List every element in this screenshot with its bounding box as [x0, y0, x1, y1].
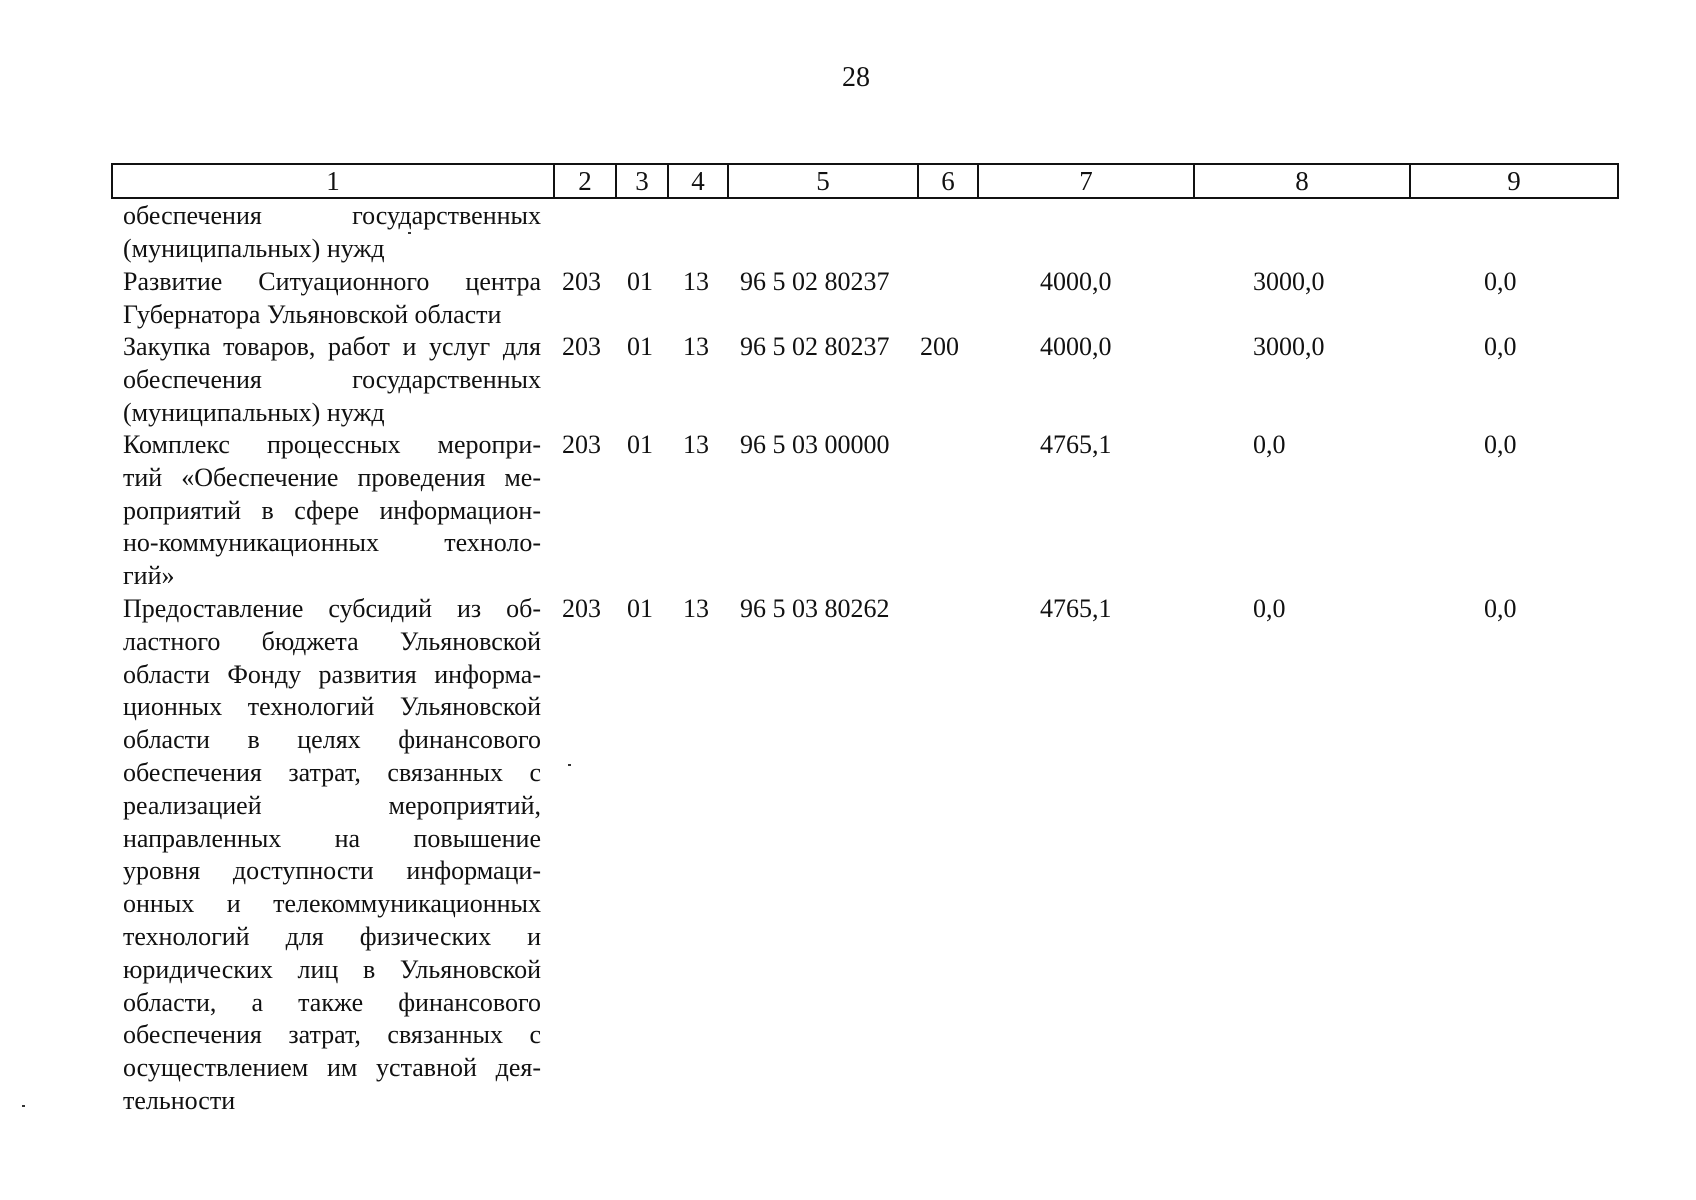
description-line: ционных технологий Ульяновской [123, 692, 541, 722]
cell-col-3: 01 [627, 594, 653, 623]
description-line: юридических лиц в Ульяновской [123, 954, 541, 984]
description-line: обеспечения затрат, связанных с [123, 757, 541, 787]
description-line: направленных на повышение [123, 823, 541, 853]
cell-col-4: 13 [683, 430, 709, 459]
cell-col-8: 0,0 [1253, 594, 1286, 623]
cell-col-5: 96 5 03 80262 [740, 594, 890, 623]
cell-col-8: 3000,0 [1253, 332, 1325, 361]
description-line: обеспечения государственных [123, 201, 541, 230]
row-description [123, 331, 541, 429]
description-line: реализацией мероприятий, [123, 790, 541, 820]
description-line: тий «Обеспечение проведения ме- [123, 462, 541, 492]
cell-col-2: 203 [562, 332, 601, 361]
header-col-7: 7 [978, 164, 1194, 198]
cell-col-8: 0,0 [1253, 430, 1286, 459]
header-col-8: 8 [1194, 164, 1410, 198]
cell-col-7: 4000,0 [1040, 332, 1112, 361]
cell-col-2: 203 [562, 267, 601, 296]
cell-col-4: 13 [683, 594, 709, 623]
header-col-1: 1 [112, 164, 554, 198]
description-line: Предоставление субсидий из об- [123, 594, 541, 623]
header-col-6: 6 [918, 164, 978, 198]
description-line: Губернатора Ульяновской области [123, 299, 502, 329]
description-line: Закупка товаров, работ и услуг для [123, 332, 541, 361]
description-line: Комплекс процессных меропри- [123, 430, 541, 459]
description-line: области, а также финансового [123, 987, 541, 1017]
cell-col-9: 0,0 [1484, 430, 1517, 459]
description-line: области в целях финансового [123, 725, 541, 755]
row-description [123, 266, 541, 332]
cell-col-9: 0,0 [1484, 267, 1517, 296]
description-line: онных и телекоммуникационных [123, 889, 541, 919]
cell-col-5: 96 5 02 80237 [740, 267, 890, 296]
cell-col-2: 203 [562, 594, 601, 623]
cell-col-9: 0,0 [1484, 594, 1517, 623]
cell-col-7: 4765,1 [1040, 430, 1112, 459]
description-line: осуществлением им уставной дея- [123, 1053, 541, 1083]
page-number: 28 [842, 62, 870, 93]
cell-col-5: 96 5 02 80237 [740, 332, 890, 361]
header-col-5: 5 [728, 164, 918, 198]
description-line: уровня доступности информаци- [123, 856, 541, 886]
header-col-2: 2 [554, 164, 616, 198]
column-number-header [111, 163, 1619, 199]
scan-speck [22, 1105, 25, 1107]
description-line: (муниципальных) нужд [123, 397, 385, 427]
header-col-4: 4 [668, 164, 728, 198]
description-line: тельности [123, 1085, 236, 1115]
header-col-3: 3 [616, 164, 668, 198]
cell-col-6: 200 [920, 332, 959, 361]
scan-speck [408, 232, 411, 234]
row-description [123, 429, 541, 593]
scan-speck [568, 764, 571, 766]
description-line: роприятий в сфере информацион- [123, 495, 541, 525]
description-line: технологий для физических и [123, 921, 541, 951]
description-line: обеспечения государственных [123, 364, 541, 394]
cell-col-3: 01 [627, 267, 653, 296]
header-col-9: 9 [1410, 164, 1618, 198]
cell-col-2: 203 [562, 430, 601, 459]
description-line: (муниципальных) нужд [123, 233, 385, 263]
cell-col-3: 01 [627, 430, 653, 459]
row-description [123, 593, 541, 1118]
cell-col-5: 96 5 03 00000 [740, 430, 890, 459]
cell-col-9: 0,0 [1484, 332, 1517, 361]
description-line: области Фонду развития информа- [123, 659, 541, 689]
description-line: Развитие Ситуационного центра [123, 267, 541, 296]
description-line: но-коммуникационных техноло- [123, 528, 541, 558]
cell-col-4: 13 [683, 332, 709, 361]
description-line: обеспечения затрат, связанных с [123, 1020, 541, 1050]
cell-col-7: 4765,1 [1040, 594, 1112, 623]
description-line: ластного бюджета Ульяновской [123, 626, 541, 656]
description-line: гий» [123, 561, 175, 591]
row-description [123, 200, 541, 266]
cell-col-4: 13 [683, 267, 709, 296]
cell-col-8: 3000,0 [1253, 267, 1325, 296]
cell-col-3: 01 [627, 332, 653, 361]
cell-col-7: 4000,0 [1040, 267, 1112, 296]
